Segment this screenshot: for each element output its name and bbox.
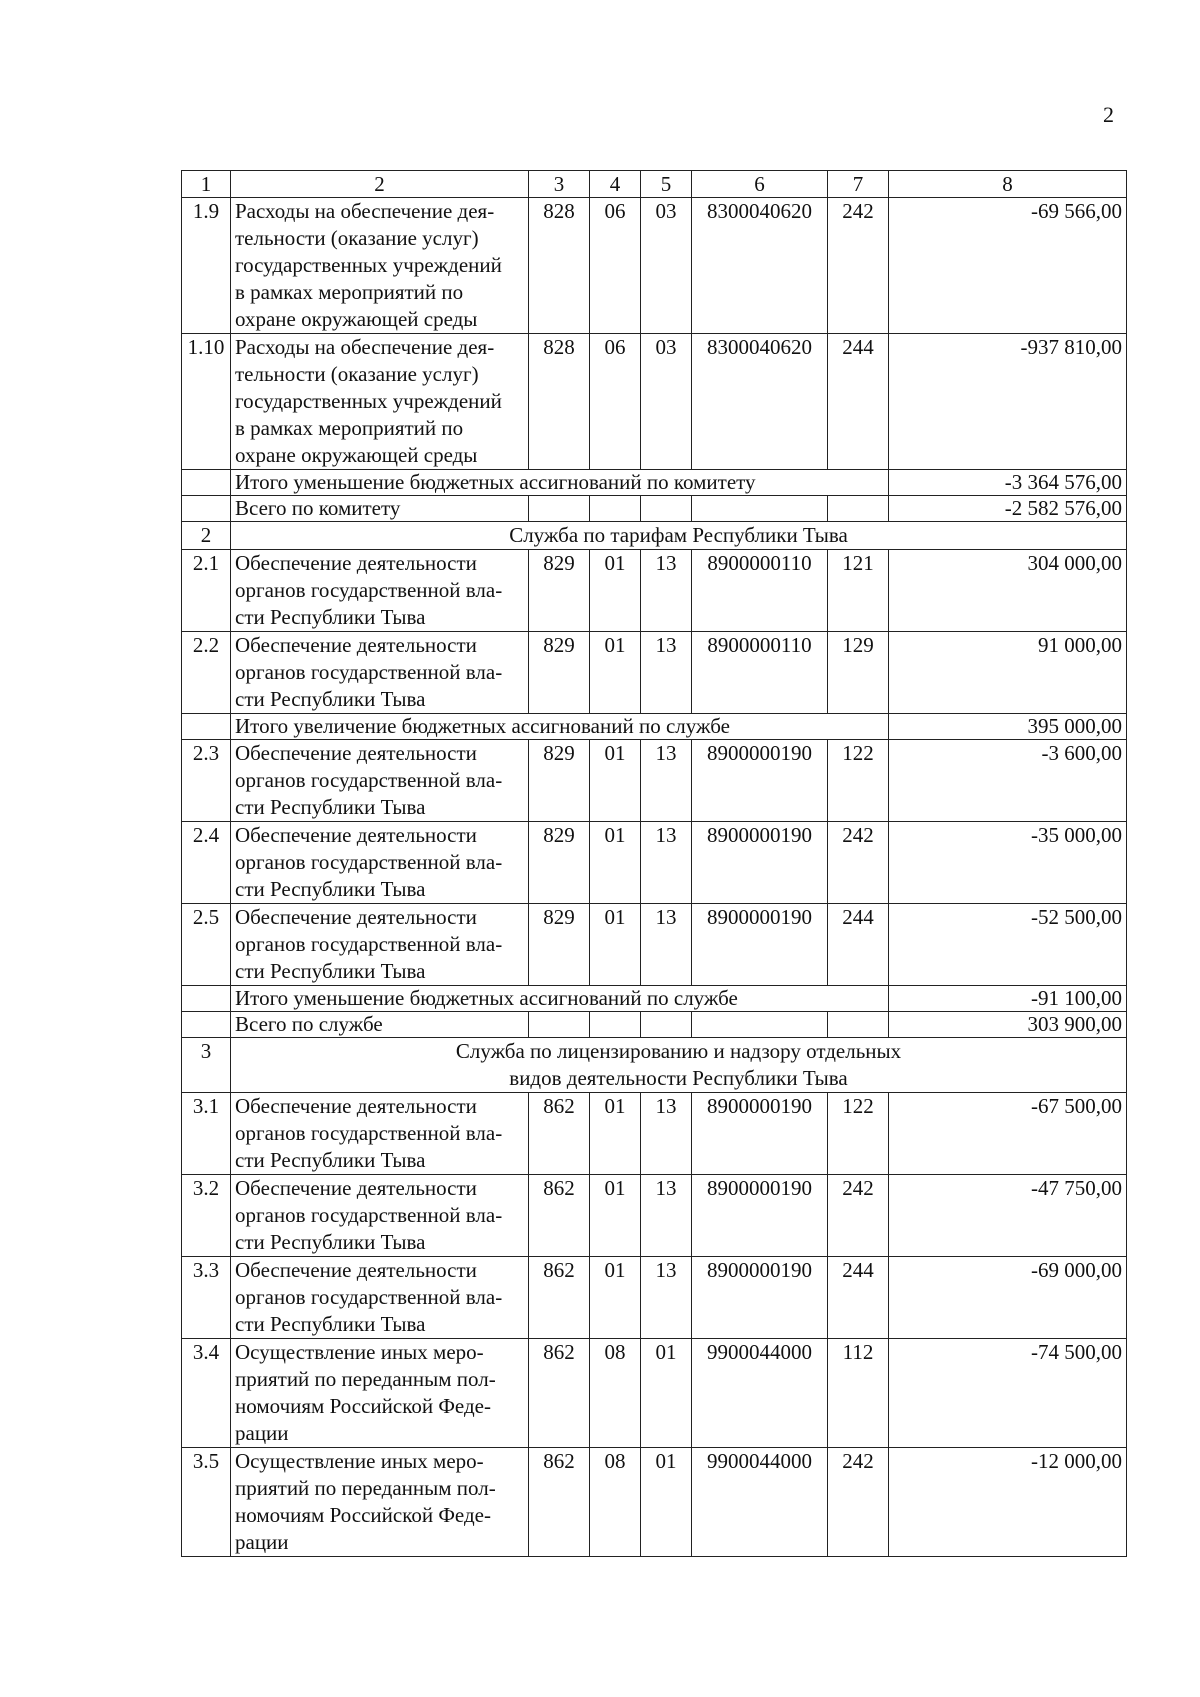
section-code: 06: [590, 334, 641, 470]
ministry-code: 829: [529, 904, 590, 986]
target-article-code: 8900000190: [692, 904, 828, 986]
total-num-cell: [182, 1012, 231, 1038]
row-name-line: охране окружающей среды: [235, 307, 478, 331]
amount: 304 000,00: [889, 550, 1127, 632]
row-name-line: Обеспечение деятельности: [235, 741, 477, 765]
row-number: 2.5: [182, 904, 231, 986]
row-name: [231, 1093, 529, 1175]
target-article-code: 9900044000: [692, 1448, 828, 1557]
row-name-line: Обеспечение деятельности: [235, 1258, 477, 1282]
ministry-code: 829: [529, 740, 590, 822]
summary-label: Итого увеличение бюджетных ассигнований по службе: [231, 714, 889, 740]
summary-amount: 395 000,00: [889, 714, 1127, 740]
empty-cell: [641, 1012, 692, 1038]
row-name-line: органов государственной вла-: [235, 932, 503, 956]
amount: -3 600,00: [889, 740, 1127, 822]
row-name: [231, 632, 529, 714]
row-number: 3.5: [182, 1448, 231, 1557]
empty-cell: [590, 1012, 641, 1038]
section-code: 01: [590, 632, 641, 714]
subsection-code: 03: [641, 334, 692, 470]
ministry-code: 862: [529, 1339, 590, 1448]
subsection-code: 13: [641, 550, 692, 632]
amount: -52 500,00: [889, 904, 1127, 986]
section-code: 01: [590, 822, 641, 904]
table-row: [182, 632, 1127, 714]
row-name: [231, 1175, 529, 1257]
section-code: 08: [590, 1339, 641, 1448]
row-name-line: Обеспечение деятельности: [235, 823, 477, 847]
table-row: [182, 1339, 1127, 1448]
row-name-line: Обеспечение деятельности: [235, 1176, 477, 1200]
section-code: 01: [590, 1175, 641, 1257]
section-number: 2: [182, 522, 231, 550]
row-name-line: тельности (оказание услуг): [235, 362, 479, 386]
amount: 91 000,00: [889, 632, 1127, 714]
section-code: 01: [590, 904, 641, 986]
empty-cell: [692, 1012, 828, 1038]
row-name-line: сти Республики Тыва: [235, 1312, 426, 1336]
table-row: [182, 1448, 1127, 1557]
row-name-line: сти Республики Тыва: [235, 1230, 426, 1254]
target-article-code: 8900000190: [692, 1257, 828, 1339]
expense-type-code: 244: [828, 1257, 889, 1339]
total-label: Всего по службе: [231, 1012, 529, 1038]
section-number: 3: [182, 1038, 231, 1093]
total-row: [182, 496, 1127, 522]
total-row: [182, 1012, 1127, 1038]
empty-cell: [641, 496, 692, 522]
row-name-line: сти Республики Тыва: [235, 877, 426, 901]
table-row: [182, 1175, 1127, 1257]
expense-type-code: 244: [828, 904, 889, 986]
subsection-code: 01: [641, 1448, 692, 1557]
header-cell: 7: [828, 171, 889, 198]
row-name-line: Осуществление иных меро-: [235, 1340, 484, 1364]
ministry-code: 862: [529, 1175, 590, 1257]
table-row: [182, 1093, 1127, 1175]
row-name-line: органов государственной вла-: [235, 1203, 503, 1227]
row-name-line: органов государственной вла-: [235, 1121, 503, 1145]
section-code: 01: [590, 550, 641, 632]
row-name-line: номочиям Российской Феде-: [235, 1503, 491, 1527]
ministry-code: 829: [529, 632, 590, 714]
row-number: 3.2: [182, 1175, 231, 1257]
row-number: 1.10: [182, 334, 231, 470]
row-name-line: органов государственной вла-: [235, 1285, 503, 1309]
amount: -69 000,00: [889, 1257, 1127, 1339]
subsection-code: 13: [641, 904, 692, 986]
empty-cell: [529, 1012, 590, 1038]
empty-cell: [692, 496, 828, 522]
row-name: [231, 1257, 529, 1339]
ministry-code: 828: [529, 334, 590, 470]
row-name-line: Обеспечение деятельности: [235, 551, 477, 575]
summary-num-cell: [182, 714, 231, 740]
subsection-code: 03: [641, 198, 692, 334]
amount: -69 566,00: [889, 198, 1127, 334]
subsection-code: 01: [641, 1339, 692, 1448]
header-cell: 6: [692, 171, 828, 198]
subsection-code: 13: [641, 740, 692, 822]
row-name-line: рации: [235, 1421, 289, 1445]
row-name: [231, 822, 529, 904]
expense-type-code: 242: [828, 1175, 889, 1257]
expense-type-code: 242: [828, 198, 889, 334]
row-name-line: органов государственной вла-: [235, 768, 503, 792]
amount: -47 750,00: [889, 1175, 1127, 1257]
summary-row: [182, 986, 1127, 1012]
row-name-line: охране окружающей среды: [235, 443, 478, 467]
row-name: [231, 904, 529, 986]
target-article-code: 8300040620: [692, 334, 828, 470]
row-name-line: приятий по переданным пол-: [235, 1476, 496, 1500]
expense-type-code: 129: [828, 632, 889, 714]
amount: -67 500,00: [889, 1093, 1127, 1175]
target-article-code: 9900044000: [692, 1339, 828, 1448]
row-name-line: Осуществление иных меро-: [235, 1449, 484, 1473]
row-number: 2.1: [182, 550, 231, 632]
expense-type-code: 112: [828, 1339, 889, 1448]
amount: -35 000,00: [889, 822, 1127, 904]
ministry-code: 862: [529, 1093, 590, 1175]
expense-type-code: 244: [828, 334, 889, 470]
expense-type-code: 122: [828, 740, 889, 822]
page-number: 2: [1103, 102, 1114, 127]
summary-row: [182, 470, 1127, 496]
total-label: Всего по комитету: [231, 496, 529, 522]
summary-amount: -91 100,00: [889, 986, 1127, 1012]
ministry-code: 862: [529, 1257, 590, 1339]
empty-cell: [529, 496, 590, 522]
header-cell: 3: [529, 171, 590, 198]
summary-amount: -3 364 576,00: [889, 470, 1127, 496]
section-title-line: видов деятельности Республики Тыва: [509, 1066, 848, 1090]
empty-cell: [590, 496, 641, 522]
row-name-line: сти Республики Тыва: [235, 1148, 426, 1172]
row-number: 2.2: [182, 632, 231, 714]
row-name-line: номочиям Российской Феде-: [235, 1394, 491, 1418]
section-code: 01: [590, 740, 641, 822]
subsection-code: 13: [641, 632, 692, 714]
target-article-code: 8900000190: [692, 822, 828, 904]
section-code: 08: [590, 1448, 641, 1557]
total-amount: 303 900,00: [889, 1012, 1127, 1038]
row-name-line: Расходы на обеспечение дея-: [235, 199, 495, 223]
expense-type-code: 122: [828, 1093, 889, 1175]
total-amount: -2 582 576,00: [889, 496, 1127, 522]
row-name-line: приятий по переданным пол-: [235, 1367, 496, 1391]
row-name-line: сти Республики Тыва: [235, 687, 426, 711]
row-name: [231, 550, 529, 632]
row-name-line: Обеспечение деятельности: [235, 1094, 477, 1118]
section-code: 01: [590, 1257, 641, 1339]
expense-type-code: 242: [828, 1448, 889, 1557]
ministry-code: 828: [529, 198, 590, 334]
section-code: 06: [590, 198, 641, 334]
ministry-code: 862: [529, 1448, 590, 1557]
target-article-code: 8900000190: [692, 1093, 828, 1175]
amount: -74 500,00: [889, 1339, 1127, 1448]
table-row: [182, 334, 1127, 470]
row-name: [231, 198, 529, 334]
row-name-line: сти Республики Тыва: [235, 605, 426, 629]
header-cell: 4: [590, 171, 641, 198]
total-num-cell: [182, 496, 231, 522]
row-name-line: Расходы на обеспечение дея-: [235, 335, 495, 359]
summary-num-cell: [182, 986, 231, 1012]
amount: -12 000,00: [889, 1448, 1127, 1557]
table-row: [182, 740, 1127, 822]
section-code: 01: [590, 1093, 641, 1175]
target-article-code: 8900000110: [692, 550, 828, 632]
row-name: [231, 334, 529, 470]
table-row: [182, 904, 1127, 986]
table-row: [182, 822, 1127, 904]
subsection-code: 13: [641, 1093, 692, 1175]
row-name: [231, 1339, 529, 1448]
header-cell: 1: [182, 171, 231, 198]
row-number: 3.1: [182, 1093, 231, 1175]
row-number: 2.4: [182, 822, 231, 904]
budget-table: [181, 170, 1127, 1557]
header-cell: 2: [231, 171, 529, 198]
expense-type-code: 242: [828, 822, 889, 904]
target-article-code: 8900000190: [692, 740, 828, 822]
target-article-code: 8300040620: [692, 198, 828, 334]
row-number: 1.9: [182, 198, 231, 334]
row-name-line: рации: [235, 1530, 289, 1554]
section-title-line: Служба по лицензированию и надзору отдельных: [455, 1039, 902, 1063]
subsection-code: 13: [641, 1175, 692, 1257]
target-article-code: 8900000110: [692, 632, 828, 714]
table-row: [182, 550, 1127, 632]
amount: -937 810,00: [889, 334, 1127, 470]
row-name-line: в рамках мероприятий по: [235, 280, 464, 304]
row-name-line: государственных учреждений: [235, 253, 502, 277]
row-number: 3.4: [182, 1339, 231, 1448]
row-name-line: Обеспечение деятельности: [235, 905, 477, 929]
header-cell: 8: [889, 171, 1127, 198]
empty-cell: [828, 496, 889, 522]
summary-num-cell: [182, 470, 231, 496]
row-name-line: государственных учреждений: [235, 389, 502, 413]
expense-type-code: 121: [828, 550, 889, 632]
row-name: [231, 740, 529, 822]
summary-label: Итого уменьшение бюджетных ассигнований по службе: [231, 986, 889, 1012]
table-row: [182, 198, 1127, 334]
empty-cell: [828, 1012, 889, 1038]
row-name-line: сти Республики Тыва: [235, 795, 426, 819]
section-title: [231, 1038, 1127, 1093]
target-article-code: 8900000190: [692, 1175, 828, 1257]
row-name-line: сти Республики Тыва: [235, 959, 426, 983]
section-row: [182, 1038, 1127, 1093]
row-name-line: в рамках мероприятий по: [235, 416, 464, 440]
row-name-line: органов государственной вла-: [235, 850, 503, 874]
ministry-code: 829: [529, 550, 590, 632]
table-header-row: [182, 171, 1127, 198]
section-title-line: Служба по тарифам Республики Тыва: [509, 523, 848, 547]
row-number: 2.3: [182, 740, 231, 822]
summary-label: Итого уменьшение бюджетных ассигнований по комитету: [231, 470, 889, 496]
row-name-line: органов государственной вла-: [235, 660, 503, 684]
subsection-code: 13: [641, 822, 692, 904]
section-title: [231, 522, 1127, 550]
row-name-line: тельности (оказание услуг): [235, 226, 479, 250]
row-name: [231, 1448, 529, 1557]
section-row: [182, 522, 1127, 550]
row-name-line: органов государственной вла-: [235, 578, 503, 602]
table-row: [182, 1257, 1127, 1339]
header-cell: 5: [641, 171, 692, 198]
row-number: 3.3: [182, 1257, 231, 1339]
subsection-code: 13: [641, 1257, 692, 1339]
summary-row: [182, 714, 1127, 740]
row-name-line: Обеспечение деятельности: [235, 633, 477, 657]
ministry-code: 829: [529, 822, 590, 904]
